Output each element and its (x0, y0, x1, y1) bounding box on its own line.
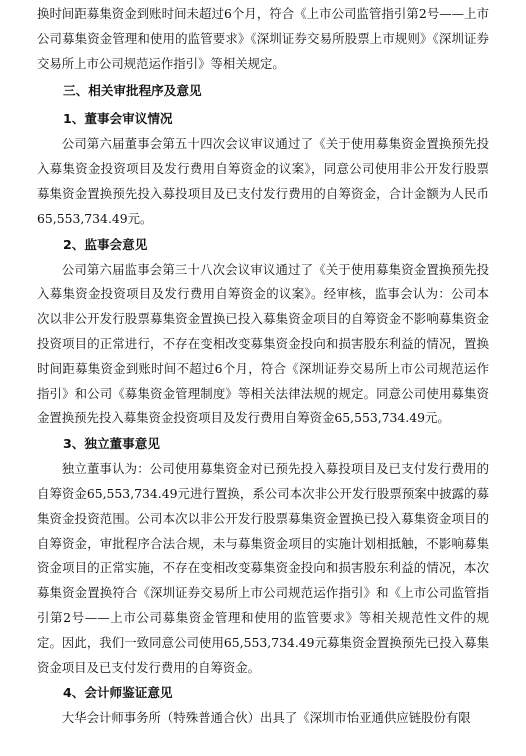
independent-director-heading: 3、独立董事意见 (63, 436, 160, 452)
board-review-heading: 1、董事会审议情况 (63, 111, 173, 127)
independent-director-paragraph: 独立董事认为：公司使用募集资金对已预先投入募投项目及已支付发行费用的自筹资金65,553,734.49元进行置换，系公司本次非公开发行股票预案中披露的募集资金投资范围。公司本次以非公开发行股票募集资金置换已投入募集资金项目的自筹资金，审批程序合法合规，未与募集资金项目的实施计划相抵触，不影响募集资金项目的正常实施，不存在变相改变募集资金投向和损害股东利益的情况，本次募集资金置换符合《深圳证券交易所上市公司规范运作指引》和《上市公司监管指引第2号——上市公司募集资金管理和使用的监管要求》等相关规范性文件的规定。因此，我们一致同意公司使用65,553,734.49元募集资金置换预先已投入募集资金项目及已支付发行费用的自筹资金。 (37, 461, 489, 675)
board-review-paragraph: 公司第六届董事会第五十四次会议审议通过了《关于使用募集资金置换预先投入募集资金投资项目及发行费用自筹资金的议案》，同意公司使用非公开发行股票募集资金置换预先投入募投项目及已支付发行费用的自筹资金，合计金额为人民币65,553,734.49元。 (37, 136, 489, 226)
accountant-opinion-heading: 4、会计师鉴证意见 (63, 685, 173, 701)
supervisory-board-paragraph: 公司第六届监事会第三十八次会议审议通过了《关于使用募集资金置换预先投入募集资金投资项目及发行费用自筹资金的议案》。经审核，监事会认为：公司本次以非公开发行股票募集资金置换已投入募集资金项目的自筹资金不影响募集资金投资项目的正常进行，不存在变相改变募集资金投向和损害股东利益的情况，置换时间距募集资金到账时间不超过6个月，符合《深圳证券交易所上市公司规范运作指引》和公司《募集资金管理制度》等相关法律法规的规定。同意公司使用募集资金置换预先投入募集资金投资项目及发行费用自筹资金65,553,734.49元。 (37, 261, 489, 426)
supervisory-board-heading: 2、监事会意见 (63, 236, 148, 252)
accountant-opinion-paragraph: 大华会计师事务所（特殊普通合伙）出具了《深圳市怡亚通供应链股份有限 (61, 710, 471, 726)
continued-paragraph: 换时间距募集资金到账时间未超过6个月，符合《上市公司监管指引第2号——上市公司募集资金管理和使用的监管要求》《深圳证券交易所股票上市规则》《深圳证券交易所上市公司规范运作指引》等相关规定。 (37, 6, 489, 71)
section-3-heading: 三、相关审批程序及意见 (63, 83, 202, 99)
